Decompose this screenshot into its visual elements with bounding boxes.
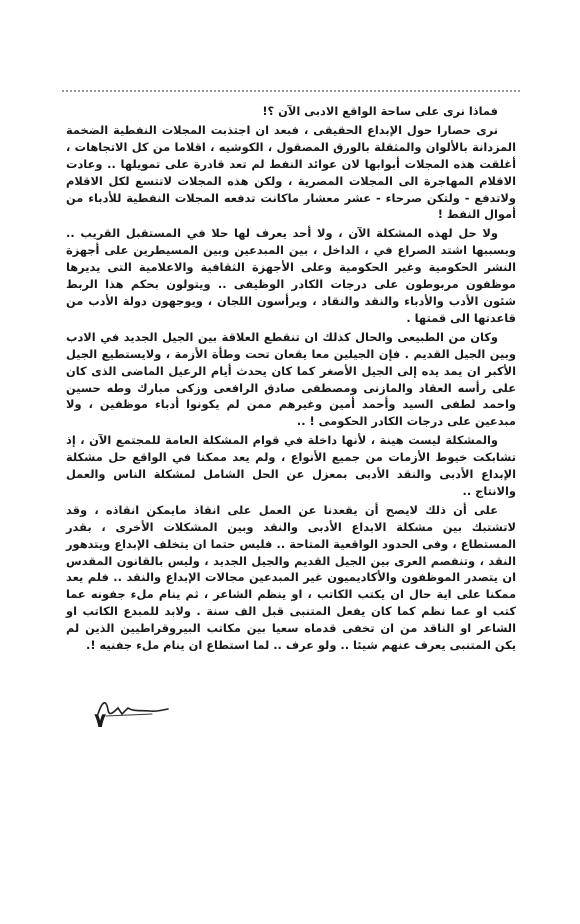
paragraph-1: فماذا نرى على ساحة الواقع الادبى الآن ؟! xyxy=(262,104,498,118)
header-rule xyxy=(62,90,520,92)
paragraph-5: والمشكلة ليست هينة ، لأنها داخلة في قوام المشكلة العامة للمجتمع الآن ، إذ تشابكت خيوط الأزمات من جميع الأنواع ، ولم يعد ممكنا في الواقع حل مشكلة الإبداع الأدبى والنقد الأدبى بمعزل عن الحل الشامل لمشكلة الناس والعمل والانتاج .. xyxy=(66,433,516,498)
paragraph-3: ولا حل لهذه المشكلة الآن ، ولا أحد يعرف لها حلا في المستقبل القريب .. وبسببها اشتد الصراع في ، الداخل ، بين المبدعين وبين المسيطرين على أجهزة النشر الحكومية وغير الحكومية وعلى الأجهزة الثقافية والاعلامية التى يديرها موظفون مربوطون على درجات الكادر الوظيفى .. ويتولون بحكم هذا الربط شئون الأدب والأدباء والنقد والنقاد ، ويرأسون اللجان ، ويوجهون دولة الأدب من قاعدتها الى قمتها . xyxy=(66,226,516,325)
paragraph-2: نرى حصارا حول الإبداع الحقيقى ، فبعد ان اجتذبت المجلات النفطية الضخمة المزدانة بالألوان والمثقلة بالورق المصقول ، الكوشيه ، اقلاما من كل الاتجاهات ، أغلقت هذه المجلات أبوابها لان عوائد النفط لم تعد قادرة على تمويلها .. وعادت الاقلام المهاجرة الى المجلات المصرية ، ولكن هذه المجلات لاتتسع لكل الاقلام ولاتدفع - ولتكن صرحاء - عشر معشار ماكانت تدفعه المجلات النفطية للأدباء من أموال النفط ! xyxy=(66,122,516,222)
article-body xyxy=(66,103,516,654)
paragraph-6: على أن ذلك لايصح أن يقعدنا عن العمل على انقاذ مايمكن انقاذه ، وقد لاتشتبك بين مشكلة الابداع الأدبى والنقد وبين المشكلات الأخرى ، بقدر المستطاع ، وفى الحدود الواقعية المتاحة .. فليس حتما ان يتخلف الإبداع ويتدهور النقد ، وتنفصم العرى بين الجيل القديم والجيل الجديد ، وليس بالقانون المقدس ان يتصدر الموظفون والأكاديميون غير المبدعين مجالات الإبداع والنقد .. فلم يعد ممكنا على اية حال ان يكتب الكاتب ، او ينظم الشاعر ، ثم ينام ملء جفونه عما كتب او عما نظم كما كان يفعل المتنبى قبل الف سنة . ولابد للمبدع الكاتب او الشاعر او الناقد من ان تخفى قدماه سعيا بين مكاتب البيروقراطيين الذين لم يكن المتنبى يعرف عنهم شيئا .. ولو عرف .. لما استطاع ان ينام ملء جفنيه !. xyxy=(66,502,516,653)
paragraph-4: وكان من الطبيعى والحال كذلك ان تنقطع العلاقة بين الجيل الجديد في الادب وبين الجيل القديم . فإن الجيلين معا يقعان تحت وطأة الأزمة ، ولايستطيع الجيل الأكبر ان يمد يده إلى الجيل الأصغر كما كان يحدث أيام الرعيل الماضى الذى كان على رأسه العقاد والمازنى ومصطفى صادق الرافعى وزكى مبارك وطه حسين واحمد لطفى السيد وأحمد أمين وغيرهم ممن لم يكونوا أدباء موظفين ، ولا مبدعين على درجات الكادر الحكومى ! .. xyxy=(66,329,516,429)
page-number: ٧ xyxy=(94,708,107,732)
